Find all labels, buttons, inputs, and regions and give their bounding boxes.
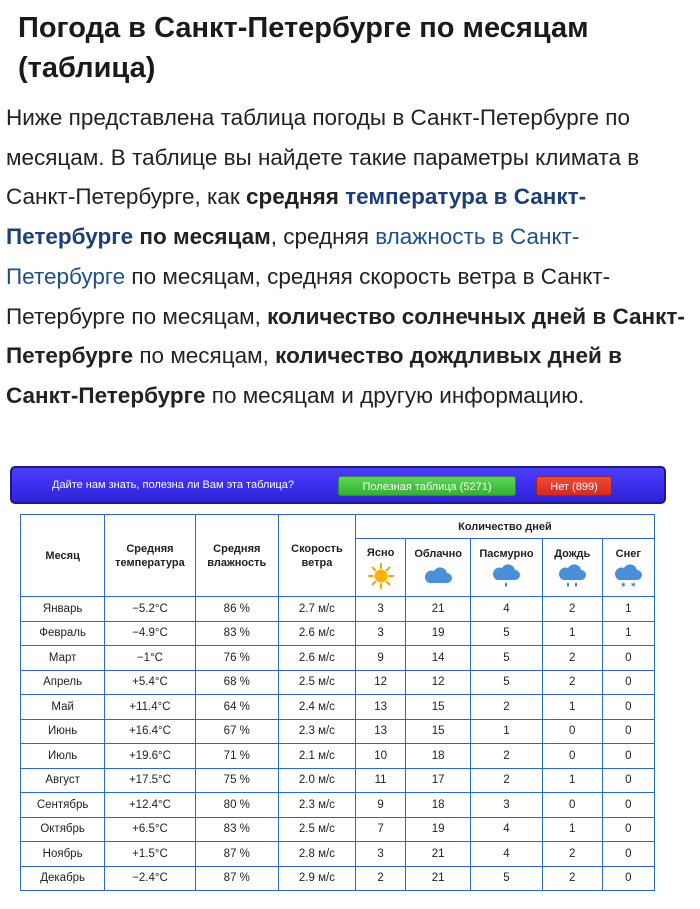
wind-cell: 2.3 м/с xyxy=(278,793,355,818)
overcast-days-cell: 5 xyxy=(471,646,543,671)
snow-days-cell: 0 xyxy=(602,695,654,720)
humidity-cell: 68 % xyxy=(195,670,278,695)
cloudy-days-cell: 15 xyxy=(406,695,471,720)
humidity-cell: 80 % xyxy=(195,793,278,818)
temperature-cell: −5.2°C xyxy=(105,597,195,622)
clear-days-cell: 11 xyxy=(355,768,405,793)
svg-text:*: * xyxy=(631,581,636,589)
month-cell: Июнь xyxy=(21,719,105,744)
snow-days-cell: 0 xyxy=(602,817,654,842)
header-cloudy-label: Облачно xyxy=(414,547,462,560)
intro-paragraph xyxy=(6,98,694,416)
cloudy-days-cell: 14 xyxy=(406,646,471,671)
useful-table-button[interactable]: Полезная таблица (5271) xyxy=(338,476,516,496)
snow-days-cell: 0 xyxy=(602,866,654,891)
header-wind: Скорость ветра xyxy=(278,515,355,597)
table-row xyxy=(21,646,655,671)
rain-days-cell: 1 xyxy=(542,768,602,793)
header-temperature: Средняя температура xyxy=(105,515,195,597)
feedback-question: Дайте нам знать, полезна ли Вам эта таблица? xyxy=(52,479,294,491)
table-row xyxy=(21,866,655,891)
cloudy-days-cell: 12 xyxy=(406,670,471,695)
rain-days-cell: 1 xyxy=(542,695,602,720)
month-cell: Август xyxy=(21,768,105,793)
humidity-cell: 75 % xyxy=(195,768,278,793)
weather-table-container xyxy=(20,514,664,891)
header-overcast xyxy=(471,539,543,597)
clear-days-cell: 3 xyxy=(355,621,405,646)
snow-days-cell: 1 xyxy=(602,597,654,622)
clear-days-cell: 2 xyxy=(355,866,405,891)
month-cell: Сентябрь xyxy=(21,793,105,818)
cloudy-days-cell: 21 xyxy=(406,866,471,891)
intro-text: , средняя xyxy=(270,224,376,250)
header-snow-label: Снег xyxy=(615,547,641,560)
rain-icon xyxy=(557,563,587,589)
clear-days-cell: 9 xyxy=(355,646,405,671)
weather-table-body xyxy=(21,597,655,891)
humidity-cell: 64 % xyxy=(195,695,278,720)
wind-cell: 2.0 м/с xyxy=(278,768,355,793)
snow-days-cell: 0 xyxy=(602,719,654,744)
humidity-cell: 76 % xyxy=(195,646,278,671)
wind-cell: 2.6 м/с xyxy=(278,646,355,671)
humidity-cell: 83 % xyxy=(195,621,278,646)
intro-text: по месяцам, средняя скорость ветра в Санкт-Петербурге по месяцам, xyxy=(6,263,611,329)
cloudy-days-cell: 18 xyxy=(406,793,471,818)
overcast-days-cell: 3 xyxy=(471,793,543,818)
rain-days-cell: 2 xyxy=(542,597,602,622)
temperature-cell: +19.6°C xyxy=(105,744,195,769)
humidity-link[interactable]: влажность в Санкт-Петербурге xyxy=(6,224,580,289)
header-rain xyxy=(542,539,602,597)
wind-cell: 2.6 м/с xyxy=(278,621,355,646)
cloudy-days-cell: 21 xyxy=(406,597,471,622)
temperature-cell: +1.5°C xyxy=(105,842,195,867)
rain-days-cell: 0 xyxy=(542,719,602,744)
overcast-days-cell: 4 xyxy=(471,842,543,867)
wind-cell: 2.8 м/с xyxy=(278,842,355,867)
table-row xyxy=(21,744,655,769)
intro-bold: по месяцам xyxy=(133,224,271,250)
month-cell: Февраль xyxy=(21,621,105,646)
rain-days-cell: 2 xyxy=(542,670,602,695)
header-cloudy xyxy=(406,539,471,597)
header-rain-label: Дождь xyxy=(554,547,591,560)
wind-cell: 2.4 м/с xyxy=(278,695,355,720)
overcast-days-cell: 2 xyxy=(471,768,543,793)
svg-text:*: * xyxy=(621,581,626,589)
table-row xyxy=(21,597,655,622)
temperature-cell: +12.4°C xyxy=(105,793,195,818)
month-cell: Октябрь xyxy=(21,817,105,842)
rain-days-cell: 2 xyxy=(542,842,602,867)
header-month: Месяц xyxy=(21,515,105,597)
rain-days-cell: 0 xyxy=(542,744,602,769)
month-cell: Март xyxy=(21,646,105,671)
header-snow xyxy=(602,539,654,597)
clear-days-cell: 3 xyxy=(355,842,405,867)
header-clear xyxy=(355,539,405,597)
temperature-cell: +6.5°C xyxy=(105,817,195,842)
sun-icon xyxy=(367,562,395,590)
snow-days-cell: 0 xyxy=(602,768,654,793)
table-row xyxy=(21,719,655,744)
overcast-days-cell: 4 xyxy=(471,817,543,842)
rain-days-cell: 2 xyxy=(542,646,602,671)
wind-cell: 2.7 м/с xyxy=(278,597,355,622)
intro-bold: количество солнечных дней в Санкт-Петербурге xyxy=(6,303,685,369)
month-cell: Июль xyxy=(21,744,105,769)
rain-days-cell: 1 xyxy=(542,817,602,842)
rain-days-cell: 2 xyxy=(542,866,602,891)
cloud-icon xyxy=(423,563,453,589)
temperature-cell: −4.9°C xyxy=(105,621,195,646)
snow-days-cell: 0 xyxy=(602,646,654,671)
header-clear-label: Ясно xyxy=(366,546,395,559)
overcast-days-cell: 5 xyxy=(471,866,543,891)
snow-days-cell: 0 xyxy=(602,744,654,769)
snow-days-cell: 0 xyxy=(602,793,654,818)
snow-days-cell: 1 xyxy=(602,621,654,646)
humidity-cell: 83 % xyxy=(195,817,278,842)
header-days-group: Количество дней xyxy=(355,515,654,539)
table-row xyxy=(21,842,655,867)
clear-days-cell: 12 xyxy=(355,670,405,695)
humidity-cell: 87 % xyxy=(195,842,278,867)
header-overcast-label: Пасмурно xyxy=(479,547,534,560)
intro-text: по месяцам и другую информацию. xyxy=(205,382,585,408)
humidity-cell: 67 % xyxy=(195,719,278,744)
overcast-days-cell: 2 xyxy=(471,744,543,769)
rain-days-cell: 0 xyxy=(542,793,602,818)
not-useful-button[interactable]: Нет (899) xyxy=(536,476,612,496)
cloudy-days-cell: 18 xyxy=(406,744,471,769)
temperature-cell: −2.4°C xyxy=(105,866,195,891)
wind-cell: 2.3 м/с xyxy=(278,719,355,744)
humidity-cell: 86 % xyxy=(195,597,278,622)
humidity-cell: 71 % xyxy=(195,744,278,769)
overcast-days-cell: 5 xyxy=(471,621,543,646)
temperature-cell: +11.4°C xyxy=(105,695,195,720)
overcast-days-cell: 4 xyxy=(471,597,543,622)
table-row xyxy=(21,670,655,695)
feedback-bar xyxy=(10,466,666,504)
table-row xyxy=(21,621,655,646)
month-cell: Январь xyxy=(21,597,105,622)
cloudy-days-cell: 19 xyxy=(406,621,471,646)
clear-days-cell: 10 xyxy=(355,744,405,769)
page-title: Погода в Санкт-Петербурге по месяцам (таблица) xyxy=(18,12,589,84)
month-cell: Апрель xyxy=(21,670,105,695)
intro-bold: средняя xyxy=(245,184,346,210)
month-cell: Май xyxy=(21,695,105,720)
temperature-cell: +5.4°C xyxy=(105,670,195,695)
table-row xyxy=(21,768,655,793)
temperature-cell: +17.5°C xyxy=(105,768,195,793)
wind-cell: 2.5 м/с xyxy=(278,817,355,842)
clear-days-cell: 13 xyxy=(355,695,405,720)
table-row xyxy=(21,817,655,842)
intro-bold: количество дождливых дней в Санкт-Петербурге xyxy=(6,343,622,408)
intro-text: Ниже представлена таблица погоды в Санкт-Петербурге по месяцам. В таблице вы найдете такие параметры климата в Санкт-Петербурге, как xyxy=(6,105,640,210)
clear-days-cell: 3 xyxy=(355,597,405,622)
overcast-days-cell: 1 xyxy=(471,719,543,744)
table-row xyxy=(21,695,655,720)
snow-days-cell: 0 xyxy=(602,842,654,867)
temperature-link[interactable]: температура в Санкт-Петербурге xyxy=(6,184,587,250)
wind-cell: 2.1 м/с xyxy=(278,744,355,769)
snow-days-cell: 0 xyxy=(602,670,654,695)
cloudy-days-cell: 21 xyxy=(406,842,471,867)
cloudy-days-cell: 15 xyxy=(406,719,471,744)
month-cell: Декабрь xyxy=(21,866,105,891)
cloudy-days-cell: 19 xyxy=(406,817,471,842)
intro-text: по месяцам, xyxy=(133,343,276,369)
overcast-days-cell: 2 xyxy=(471,695,543,720)
humidity-cell: 87 % xyxy=(195,866,278,891)
temperature-cell: −1°C xyxy=(105,646,195,671)
rain-days-cell: 1 xyxy=(542,621,602,646)
overcast-icon xyxy=(491,563,521,589)
overcast-days-cell: 5 xyxy=(471,670,543,695)
clear-days-cell: 9 xyxy=(355,793,405,818)
wind-cell: 2.9 м/с xyxy=(278,866,355,891)
clear-days-cell: 7 xyxy=(355,817,405,842)
header-humidity: Средняя влажность xyxy=(195,515,278,597)
snow-icon xyxy=(613,563,643,589)
month-cell: Ноябрь xyxy=(21,842,105,867)
table-row xyxy=(21,793,655,818)
wind-cell: 2.5 м/с xyxy=(278,670,355,695)
weather-table xyxy=(20,514,655,891)
temperature-cell: +16.4°C xyxy=(105,719,195,744)
clear-days-cell: 13 xyxy=(355,719,405,744)
cloudy-days-cell: 17 xyxy=(406,768,471,793)
